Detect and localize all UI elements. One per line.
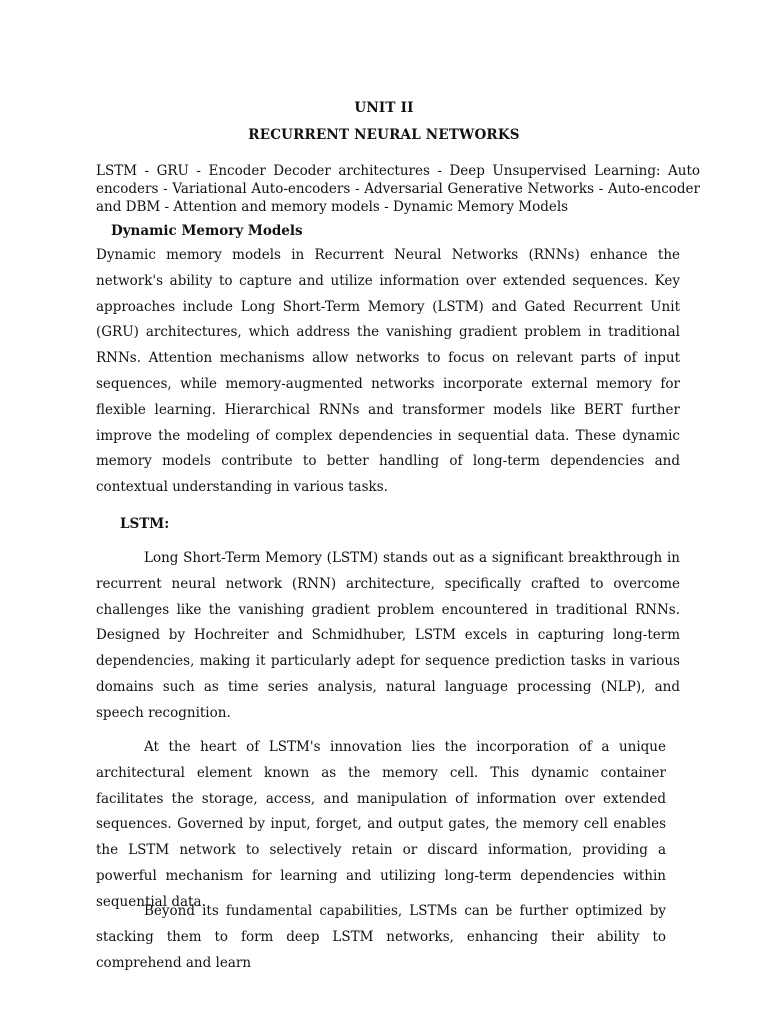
section-heading-dynamic-memory-models: Dynamic Memory Models: [111, 223, 303, 239]
syllabus-topics: LSTM - GRU - Encoder Decoder architectures - Deep Unsupervised Learning: Auto encoders - Variational Auto-encoders - Adversarial Generative Networks - Auto-encoder and DBM - Attention and memory models - Dynamic Memory Models: [96, 163, 700, 215]
paragraph-lstm-memory-cell: At the heart of LSTM's innovation lies the incorporation of a unique architectural element known as the memory cell. This dynamic container facilitates the storage, access, and manipulation of information over extended sequences. Governed by input, forget, and output gates, the memory cell enables the LSTM network to selectively retain or discard information, providing a powerful mechanism for learning and utilizing long-term dependencies within sequential data.: [96, 739, 666, 910]
section-heading-lstm: LSTM:: [120, 516, 170, 532]
chapter-title: RECURRENT NEURAL NETWORKS: [248, 127, 520, 143]
paragraph-dynamic-memory-models: Dynamic memory models in Recurrent Neural Networks (RNNs) enhance the network's ability to capture and utilize information over extended sequences. Key approaches include Long Short-Term Memory (LSTM) and Gated Recurrent Unit (GRU) architectures, which address the vanishing gradient problem in traditional RNNs. Attention mechanisms allow networks to focus on relevant parts of input sequences, while memory-augmented networks incorporate external memory for flexible learning. Hierarchical RNNs and transformer models like BERT further improve the modeling of complex dependencies in sequential data. These dynamic memory models contribute to better handling of long-term dependencies and contextual understanding in various tasks.: [96, 247, 680, 496]
unit-title: UNIT II: [354, 100, 414, 116]
paragraph-lstm-intro: Long Short-Term Memory (LSTM) stands out as a significant breakthrough in recurrent neural network (RNN) architecture, specifically crafted to overcome challenges like the vanishing gradient problem encountered in traditional RNNs. Designed by Hochreiter and Schmidhuber, LSTM excels in capturing long-term dependencies, making it particularly adept for sequence prediction tasks in various domains such as time series analysis, natural language processing (NLP), and speech recognition.: [96, 550, 680, 721]
paragraph-lstm-stacking: Beyond its fundamental capabilities, LSTMs can be further optimized by stacking them to form deep LSTM networks, enhancing their ability to comprehend and learn: [96, 903, 666, 971]
